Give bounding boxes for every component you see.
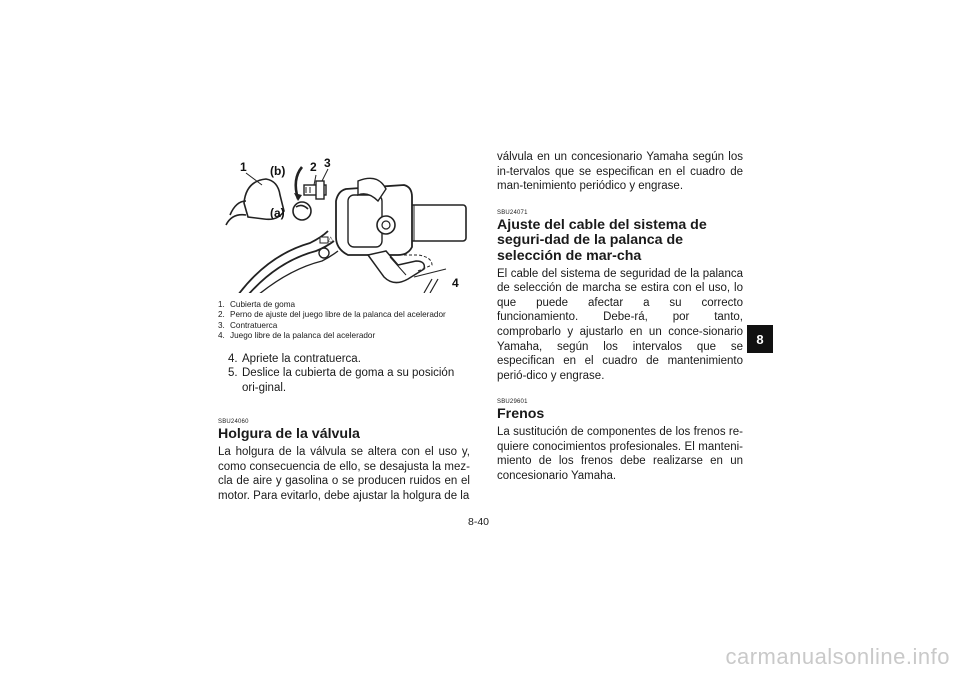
svg-text:△: △ — [328, 235, 334, 243]
section-heading-cable: Ajuste del cable del sistema de seguri-dad de la palanca de selección de mar-cha — [497, 216, 707, 264]
step-item — [228, 352, 470, 367]
continuation-paragraph: válvula en un concesionario Yamaha según los in-tervalos que se especifican en el cuadro de man-tenimiento periódico y engrase. — [497, 151, 743, 193]
section-heading-brakes: Frenos — [497, 406, 545, 423]
step-text: Deslice la cubierta de goma a su posición ori-ginal. — [242, 367, 455, 394]
section-heading-valve: Holgura de la válvula — [218, 426, 360, 443]
right-column — [497, 150, 743, 483]
step-number: 4. — [228, 352, 238, 365]
caption-number: 3. — [218, 320, 225, 330]
watermark: carmanualsonline.info — [725, 644, 950, 669]
section-body-cable: El cable del sistema de seguridad de la palanca de selección de marcha se estira con el uso, lo que puede afectar a su correcto funcionamiento. Debe-rá, por tanto, comprobarlo y ajustarlo en un conce-sionario Yamaha, según los intervalos que se especifican en el cuadro de mantenimiento perió-dico y engrase. — [497, 267, 743, 382]
caption-number: 4. — [218, 331, 225, 341]
caption-item — [218, 310, 470, 320]
callout-a: (a) — [270, 206, 285, 220]
section-code: SBU29601 — [497, 399, 528, 406]
page-number: 8-40 — [468, 516, 490, 528]
caption-item — [218, 331, 470, 341]
step-number: 5. — [228, 367, 238, 380]
chapter-tab: 8 — [747, 325, 773, 353]
caption-number: 1. — [218, 300, 225, 309]
callout-b: (b) — [270, 164, 286, 178]
step-text: Apriete la contratuerca. — [242, 352, 361, 365]
caption-text: Juego libre de la palanca del acelerador — [230, 331, 376, 341]
caption-item — [218, 321, 470, 331]
throttle-lever-figure — [218, 145, 470, 293]
figure-captions — [218, 300, 470, 342]
section-code: SBU24071 — [497, 209, 528, 216]
callout-1: 1 — [240, 160, 247, 174]
caption-item — [218, 300, 470, 310]
callout-4: 4 — [452, 276, 459, 290]
throttle-lever-illustration — [218, 145, 470, 293]
left-column — [218, 145, 470, 503]
caption-number: 2. — [218, 310, 225, 320]
step-item — [228, 366, 470, 395]
section-body-valve: La holgura de la válvula se altera con el uso y, como consecuencia de ello, se desajusta la mez-cla de aire y gasolina o se producen ruidos en el motor. Para evitarlo, debe ajustar la holgura de la — [218, 446, 470, 502]
callout-3: 3 — [324, 156, 331, 170]
caption-text: Cubierta de goma — [230, 300, 296, 309]
procedure-steps — [218, 352, 470, 396]
caption-text: Perno de ajuste del juego libre de la palanca del acelerador — [230, 310, 446, 320]
caption-text: Contratuerca — [230, 320, 278, 330]
callout-2: 2 — [310, 160, 317, 174]
section-code: SBU24060 — [218, 419, 249, 426]
section-body-brakes: La sustitución de componentes de los frenos re-quiere conocimientos profesionales. El manteni-miento de los frenos debe realizarse en un concesionario Yamaha. — [497, 425, 743, 482]
